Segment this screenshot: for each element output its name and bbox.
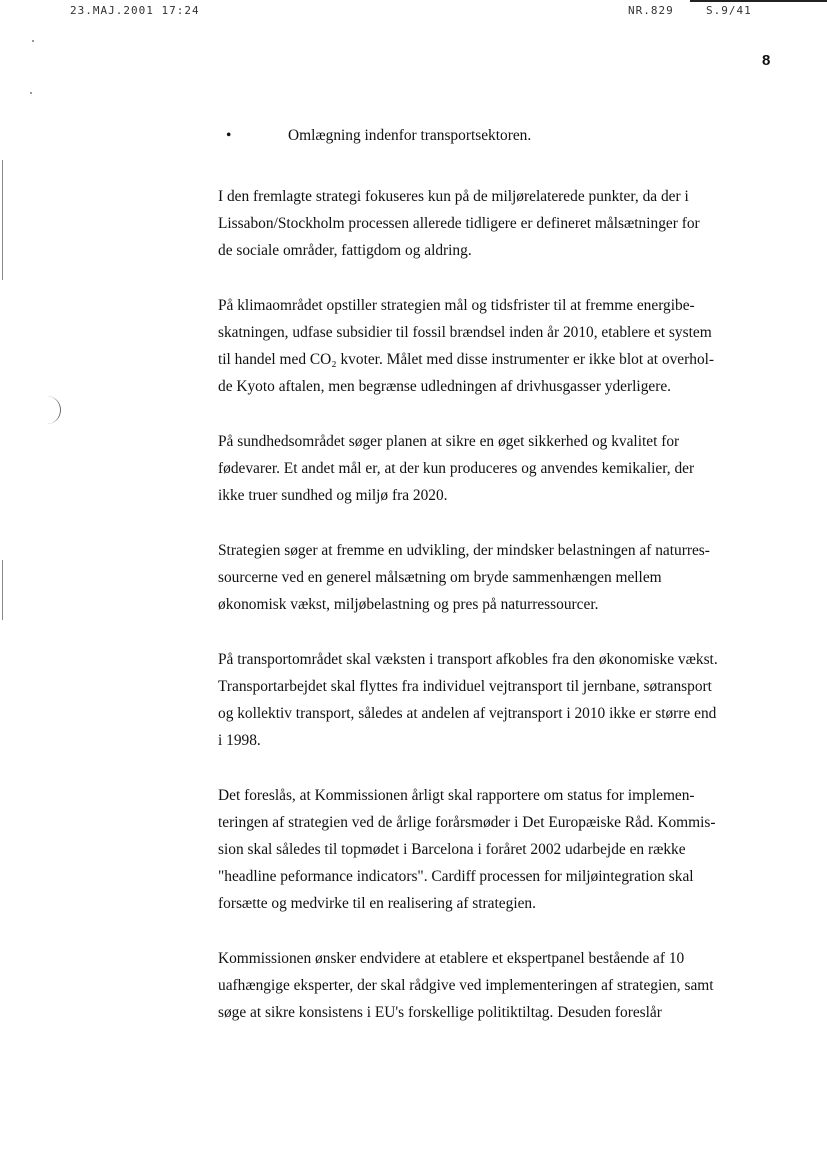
scan-margin-curve (40, 396, 61, 424)
text-line: økonomisk vækst, miljøbelastning og pres på naturressourcer. (218, 596, 599, 613)
bullet-symbol: • (226, 127, 232, 144)
text-line: i 1998. (218, 732, 261, 749)
paragraph-transport (218, 646, 778, 754)
fax-page-stamp: S.9/41 (706, 4, 752, 17)
text-line: sion skal således til topmødet i Barcelona i foråret 2002 udarbejde en række (218, 841, 686, 858)
page-number: 8 (762, 52, 771, 69)
text-line: Kommissionen ønsker endvidere at etablere et ekspertpanel bestående af 10 (218, 950, 685, 967)
text-line: de sociale områder, fattigdom og aldring. (218, 242, 472, 259)
text-line: ikke truer sundhed og miljø fra 2020. (218, 487, 448, 504)
scan-dust-dot (30, 92, 32, 94)
scan-margin-mark (2, 160, 3, 280)
paragraph-strategy-focus (218, 183, 778, 264)
text-line: På transportområdet skal væksten i transport afkobles fra den økonomiske vækst. (218, 651, 718, 668)
text-line: Transportarbejdet skal flyttes fra individuel vejtransport til jernbane, søtransport (218, 678, 712, 695)
text-line: skatningen, udfase subsidier til fossil brændsel inden år 2010, etablere et system (218, 324, 712, 341)
paragraph-resources (218, 537, 778, 618)
text-line: Strategien søger at fremme en udvikling, der mindsker belastningen af naturres- (218, 542, 710, 559)
fax-header (0, 4, 827, 22)
text-line: fødevarer. Et andet mål er, at der kun produceres og anvendes kemikalier, der (218, 460, 695, 477)
text-line: På klimaområdet opstiller strategien mål og tidsfrister til at fremme energibe- (218, 297, 695, 314)
text-line: søge at sikre konsistens i EU's forskellige politiktiltag. Desuden foreslår (218, 1004, 662, 1021)
top-edge-rule (690, 0, 827, 2)
scan-margin-mark (2, 560, 3, 620)
text-line: til handel med CO₂ kvoter. Målet med disse instrumenter er ikke blot at overhol- (218, 351, 715, 368)
scan-dust-dot (32, 40, 34, 42)
bullet-item (226, 122, 778, 149)
text-line: I den fremlagte strategi fokuseres kun på de miljørelaterede punkter, da der i (218, 188, 689, 205)
paragraph-climate (218, 292, 778, 400)
text-line: Lissabon/Stockholm processen allerede tidligere er defineret målsætninger for (218, 215, 700, 232)
paragraph-health (218, 428, 778, 509)
text-line: forsætte og medvirke til en realisering af strategien. (218, 895, 536, 912)
bullet-heading: Omlægning indenfor transportsektoren. (288, 127, 532, 144)
fax-date-stamp: 23.MAJ.2001 17:24 (70, 4, 200, 17)
paragraph-expert-panel (218, 945, 778, 1026)
paragraph-reporting (218, 782, 778, 917)
document-body (218, 122, 778, 1054)
text-line: sourcerne ved en generel målsætning om bryde sammenhængen mellem (218, 569, 662, 586)
text-line: Det foreslås, at Kommissionen årligt skal rapportere om status for implemen- (218, 787, 695, 804)
text-line: "headline peformance indicators". Cardiff processen for miljøintegration skal (218, 868, 694, 885)
fax-number: NR.829 (628, 4, 674, 17)
text-line: På sundhedsområdet søger planen at sikre en øget sikkerhed og kvalitet for (218, 433, 680, 450)
text-line: uafhængige eksperter, der skal rådgive ved implementeringen af strategien, samt (218, 977, 714, 994)
text-line: teringen af strategien ved de årlige forårsmøder i Det Europæiske Råd. Kommis- (218, 814, 716, 831)
text-line: og kollektiv transport, således at andelen af vejtransport i 2010 ikke er større end (218, 705, 717, 722)
text-line: de Kyoto aftalen, men begrænse udledningen af drivhusgasser yderligere. (218, 378, 672, 395)
